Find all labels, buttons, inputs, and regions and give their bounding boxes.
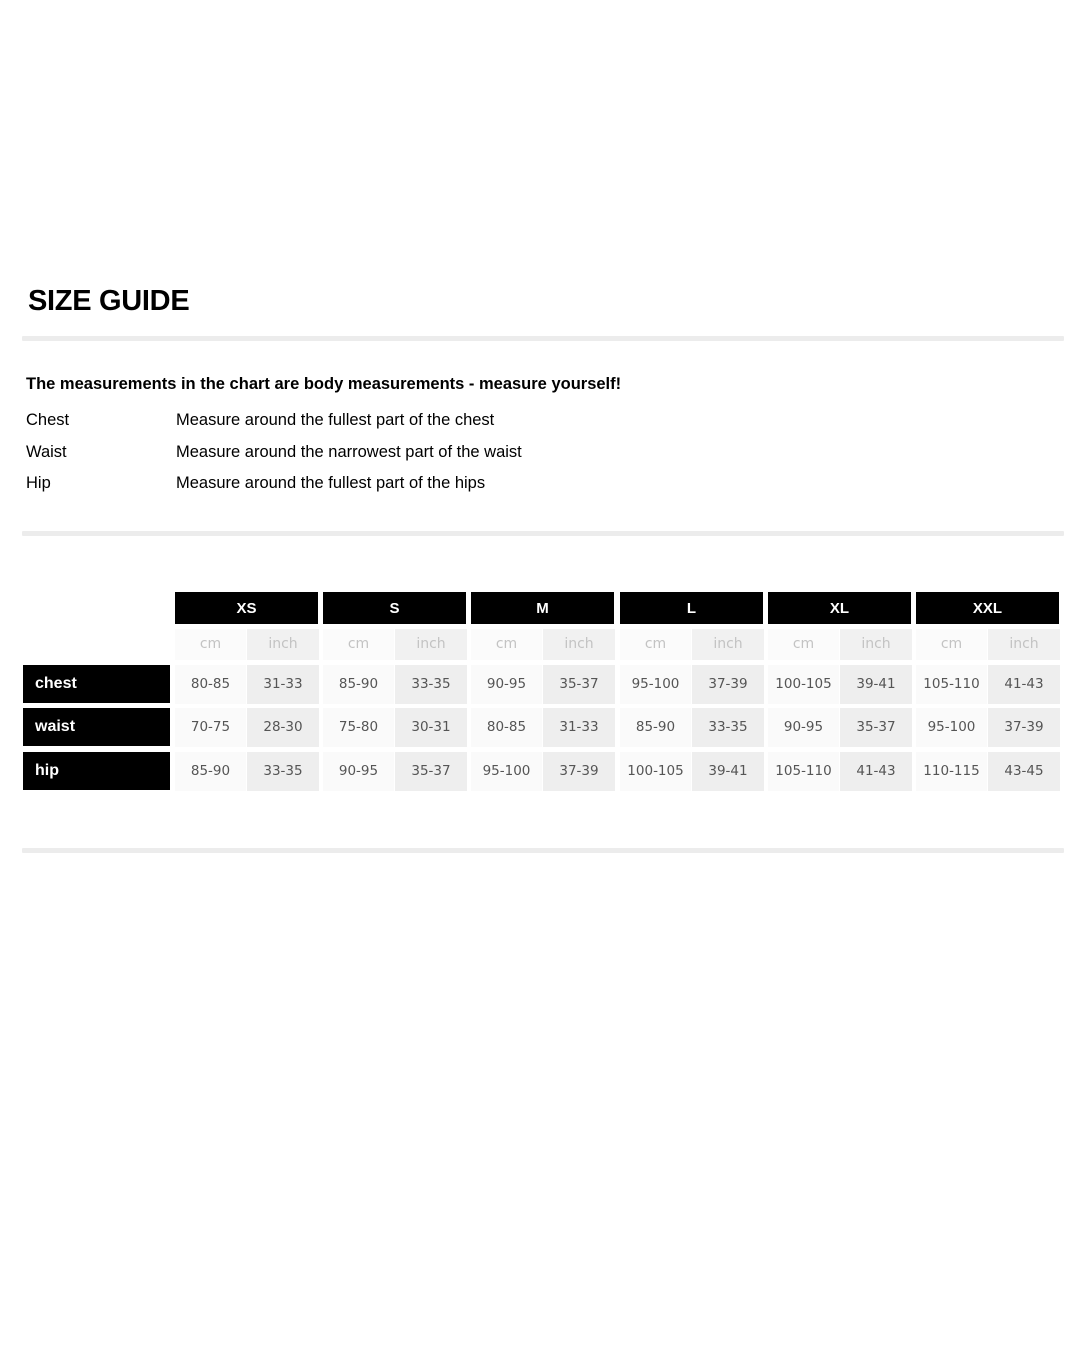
size-header-l: L: [620, 592, 763, 624]
row-label-hip: hip: [23, 752, 170, 790]
size-header-m: M: [471, 592, 614, 624]
guide-label: Chest: [26, 411, 70, 429]
table-cell-inch: 33-35: [247, 752, 319, 791]
table-cell-inch: 43-45: [988, 752, 1060, 791]
divider: [22, 336, 1064, 341]
guide-row-hip: [26, 472, 726, 494]
unit-header-inch: inch: [692, 629, 764, 660]
table-cell-inch: 39-41: [692, 752, 764, 791]
table-cell-inch: 41-43: [988, 665, 1060, 704]
unit-header-inch: inch: [988, 629, 1060, 660]
table-cell-cm: 90-95: [768, 708, 839, 747]
guide-row-chest: [26, 409, 726, 431]
unit-header-inch: inch: [247, 629, 319, 660]
size-header-xl: XL: [768, 592, 911, 624]
table-cell-cm: 95-100: [620, 665, 691, 704]
divider: [22, 531, 1064, 536]
table-cell-inch: 41-43: [840, 752, 912, 791]
unit-header-inch: inch: [395, 629, 467, 660]
row-label-chest: chest: [23, 665, 170, 703]
table-cell-inch: 35-37: [395, 752, 467, 791]
table-cell-cm: 90-95: [471, 665, 542, 704]
unit-header-inch: inch: [543, 629, 615, 660]
table-cell-cm: 80-85: [471, 708, 542, 747]
table-cell-inch: 31-33: [543, 708, 615, 747]
table-cell-cm: 100-105: [620, 752, 691, 791]
table-cell-cm: 75-80: [323, 708, 394, 747]
page-title: SIZE GUIDE: [28, 285, 190, 317]
unit-header-inch: inch: [840, 629, 912, 660]
table-cell-inch: 35-37: [543, 665, 615, 704]
table-cell-inch: 33-35: [395, 665, 467, 704]
size-header-xs: XS: [175, 592, 318, 624]
table-cell-inch: 30-31: [395, 708, 467, 747]
table-cell-cm: 110-115: [916, 752, 987, 791]
table-cell-inch: 37-39: [692, 665, 764, 704]
guide-label: Hip: [26, 474, 51, 492]
size-header-xxl: XXL: [916, 592, 1059, 624]
unit-header-cm: cm: [916, 629, 987, 660]
table-cell-inch: 28-30: [247, 708, 319, 747]
divider: [22, 848, 1064, 853]
table-cell-inch: 35-37: [840, 708, 912, 747]
table-cell-cm: 85-90: [323, 665, 394, 704]
guide-row-waist: [26, 441, 726, 463]
table-cell-cm: 95-100: [916, 708, 987, 747]
guide-description: Measure around the fullest part of the hips: [176, 474, 486, 492]
table-cell-cm: 90-95: [323, 752, 394, 791]
unit-header-cm: cm: [175, 629, 246, 660]
guide-description: Measure around the narrowest part of the waist: [176, 443, 522, 461]
guide-label: Waist: [26, 443, 67, 461]
table-cell-cm: 105-110: [916, 665, 987, 704]
table-cell-inch: 37-39: [543, 752, 615, 791]
unit-header-cm: cm: [471, 629, 542, 660]
table-cell-cm: 100-105: [768, 665, 839, 704]
row-label-waist: waist: [23, 708, 170, 746]
table-cell-cm: 105-110: [768, 752, 839, 791]
intro-text: The measurements in the chart are body measurements - measure yourself!: [26, 375, 622, 393]
table-cell-cm: 70-75: [175, 708, 246, 747]
unit-header-cm: cm: [768, 629, 839, 660]
size-header-s: S: [323, 592, 466, 624]
table-cell-cm: 85-90: [175, 752, 246, 791]
table-cell-cm: 80-85: [175, 665, 246, 704]
unit-header-cm: cm: [323, 629, 394, 660]
unit-header-cm: cm: [620, 629, 691, 660]
table-cell-inch: 33-35: [692, 708, 764, 747]
table-cell-inch: 31-33: [247, 665, 319, 704]
table-cell-cm: 85-90: [620, 708, 691, 747]
table-cell-cm: 95-100: [471, 752, 542, 791]
guide-description: Measure around the fullest part of the chest: [176, 411, 495, 429]
table-cell-inch: 39-41: [840, 665, 912, 704]
table-cell-inch: 37-39: [988, 708, 1060, 747]
